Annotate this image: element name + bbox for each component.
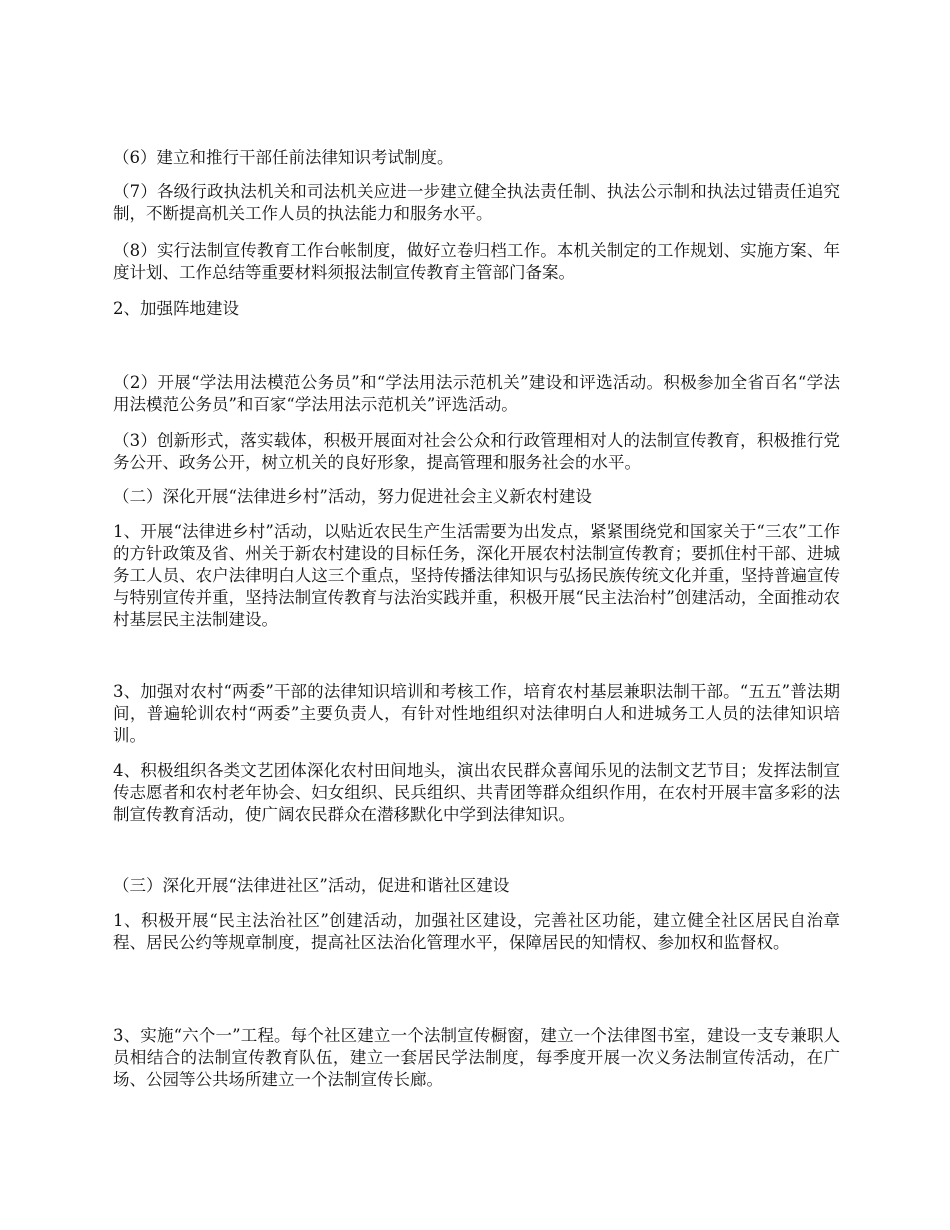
paragraph-3-community: 3、实施“六个一”工程。每个社区建立一个法制宣传橱窗，建立一个法律图书室，建设一支专兼职人员相结合的法制宣传教育队伍，建立一套居民学法制度，每季度开展一次义务法制宣传活动，在广场、公园等公共场所建立一个法制宣传长廊。 <box>113 1026 840 1089</box>
section-heading-2: 2、加强阵地建设 <box>113 299 239 318</box>
paragraph-3: （3）创新形式，落实载体，积极开展面对社会公众和行政管理相对人的法制宣传教育，积极推行党务公开、政务公开，树立机关的良好形象，提高管理和服务社会的水平。 <box>113 431 840 472</box>
paragraph-6: （6）建立和推行干部任前法律知识考试制度。 <box>113 148 454 167</box>
paragraph-3-rural: 3、加强对农村“两委”干部的法律知识培训和考核工作，培育农村基层兼职法制干部。“五五”普法期间，普遍轮训农村“两委”主要负责人，有针对性地组织对法律明白人和进城务工人员的法律知识培训。 <box>113 682 840 745</box>
section-heading-er: （二）深化开展“法律进乡村”活动，努力促进社会主义新农村建设 <box>113 487 592 506</box>
paragraph-4-rural: 4、积极组织各类文艺团体深化农村田间地头，演出农民群众喜闻乐见的法制文艺节目；发挥法制宣传志愿者和农村老年协会、妇女组织、民兵组织、共青团等群众组织作用，在农村开展丰富多彩的法制宣传教育活动，使广阔农民群众在潜移默化中学到法律知识。 <box>113 761 840 824</box>
paragraph-1-community: 1、积极开展“民主法治社区”创建活动，加强社区建设，完善社区功能，建立健全社区居民自治章程、居民公约等规章制度，提高社区法治化管理水平，保障居民的知情权、参加权和监督权。 <box>113 911 840 952</box>
section-heading-san: （三）深化开展“法律进社区”活动，促进和谐社区建设 <box>113 876 510 895</box>
paragraph-7: （7）各级行政执法机关和司法机关应进一步建立健全执法责任制、执法公示制和执法过错责任追究制，不断提高机关工作人员的执法能力和服务水平。 <box>113 182 840 223</box>
paragraph-1: 1、开展“法律进乡村”活动，以贴近农民生产生活需要为出发点，紧紧围绕党和国家关于“三农”工作的方针政策及省、州关于新农村建设的目标任务，深化开展农村法制宣传教育；要抓住村干部、进城务工人员、农户法律明白人这三个重点，坚持传播法律知识与弘扬民族传统文化并重，坚持普遍宣传与特别宣传并重，坚持法制宣传教育与法治实践并重，积极开展“民主法治村”创建活动，全面推动农村基层民主法制建设。 <box>113 522 840 629</box>
paragraph-2: （2）开展“学法用法模范公务员”和“学法用法示范机关”建设和评选活动。积极参加全省百名“学法用法模范公务员”和百家“学法用法示范机关”评选活动。 <box>113 373 840 414</box>
paragraph-8: （8）实行法制宣传教育工作台帐制度，做好立卷归档工作。本机关制定的工作规划、实施方案、年度计划、工作总结等重要材料须报法制宣传教育主管部门备案。 <box>113 241 840 282</box>
